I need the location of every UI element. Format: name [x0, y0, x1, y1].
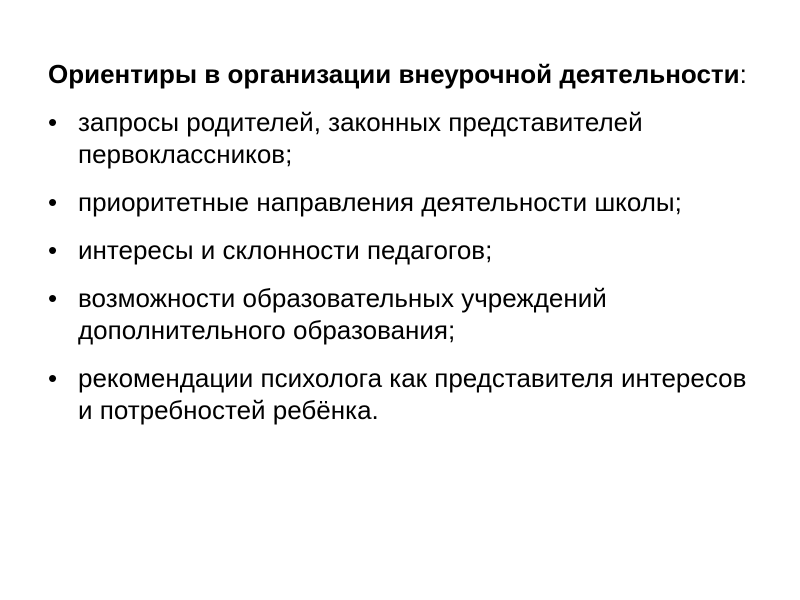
list-item-text: запросы родителей, законных представителей первоклассников; — [78, 107, 643, 169]
bullet-list — [48, 106, 748, 426]
list-item-text: возможности образовательных учреждений дополнительного образования; — [78, 283, 607, 345]
list-item-text: приоритетные направления деятельности школы; — [78, 187, 682, 217]
list-item — [48, 186, 748, 218]
heading-bold-text: Ориентиры в организации внеурочной деятельности — [48, 59, 740, 89]
bullet-icon: • — [48, 187, 58, 217]
bullet-icon: • — [48, 363, 58, 393]
slide-heading — [48, 58, 748, 90]
list-item — [48, 106, 748, 170]
bullet-icon: • — [48, 235, 58, 265]
list-item — [48, 282, 748, 346]
slide-content — [48, 58, 748, 442]
list-item — [48, 362, 748, 426]
list-item-text: рекомендации психолога как представителя интересов и потребностей ребёнка. — [78, 363, 747, 425]
list-item — [48, 234, 748, 266]
bullet-icon: • — [48, 107, 58, 137]
bullet-icon: • — [48, 283, 58, 313]
heading-colon: : — [739, 59, 747, 89]
list-item-text: интересы и склонности педагогов; — [78, 235, 493, 265]
